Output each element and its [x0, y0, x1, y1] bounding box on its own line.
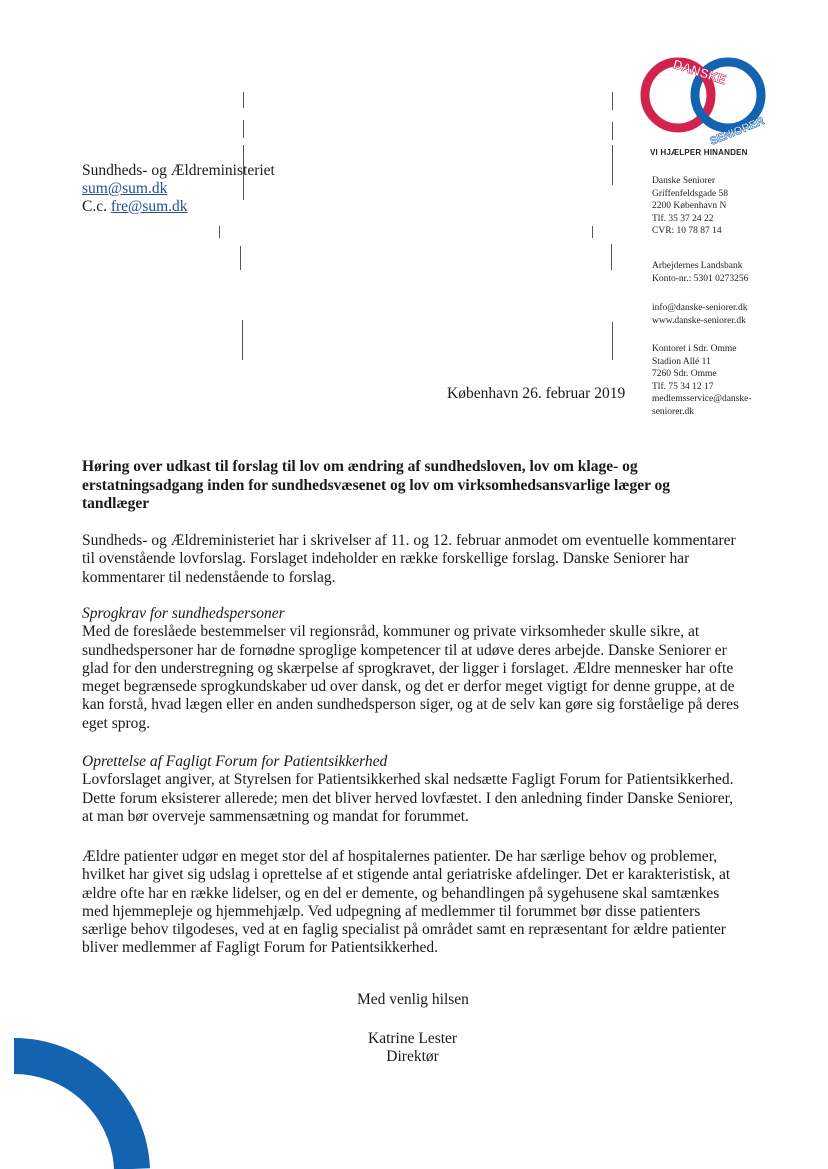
letter-heading: Høring over udkast til forslag til lov om ændring af sundhedsloven, lov om klage- og erstatningsadgang inden for sundhedsvæsenet og lov om virksomhedsansvarlige læger og tandlæger	[82, 458, 671, 512]
elderly-paragraph: Ældre patienter udgør en meget stor del af hospitalernes patienter. De har særlige behov og problemer, hvilket har givet sig udslag i oprettelse af et stigende antal geriatriske afdelinger. Det er karakteristisk, at ældre ofte har en række lidelser, og en del er demente, og behandlingen på sygehusene skal samtænkes med hjemmepleje og hjemmehjælp. Ved udpegning af medlemmer til forummet bør disse patienters særlige behov tilgodeses, ved at en faglig specialist på området samt en repræsentant for ældre patienter bliver medlemmer af Fagligt Forum for Patientsikkerhed.	[82, 848, 731, 957]
logo-text-top: DANSKE	[671, 56, 728, 88]
sender-office	[652, 343, 752, 419]
cc-email-link[interactable]: fre@sum.dk	[110, 198, 188, 215]
recipient-email-link[interactable]: sum@sum.dk	[82, 180, 168, 197]
sender-website[interactable]: www.danske-seniorer.dk	[652, 315, 746, 326]
office-city: 7260 Sdr. Omme	[652, 369, 717, 380]
closing-greeting: Med venlig hilsen	[357, 991, 469, 1008]
signature-block	[368, 1030, 457, 1066]
signer-name: Katrine Lester	[368, 1030, 458, 1047]
sender-bank	[652, 260, 748, 285]
decorative-blue-arc	[0, 1020, 160, 1169]
section-fagligt-forum	[82, 753, 742, 826]
office-email-line1[interactable]: medlemsservice@danske-	[652, 394, 752, 405]
sender-email[interactable]: info@danske-seniorer.dk	[652, 303, 748, 313]
sender-web	[652, 302, 748, 327]
sender-city: 2200 København N	[652, 201, 727, 212]
sender-address	[652, 175, 728, 238]
cc-label: C.c.	[82, 198, 107, 215]
office-street: Stadion Allé 11	[652, 356, 711, 367]
signer-title: Direktør	[386, 1048, 439, 1065]
sender-street: Griffenfeldsgade 58	[652, 188, 729, 199]
section-fagligt-forum-title: Oprettelse af Fagligt Forum for Patientsikkerhed	[82, 753, 388, 770]
logo-tagline: VI HJÆLPER HINANDEN	[650, 148, 748, 157]
section-sprogkrav-body: Med de foreslåede bestemmelser vil regionsråd, kommuner og private virksomheder skulle sikre, at sundhedspersoner har de fornødne sproglige kompetencer til at udøve deres arbejde. Danske Seniorer er glad for den understregning og skærpelse af sprogkravet, der ligger i forslaget. Ældre mennesker har ofte meget begrænsede sprogkundskaber ud over dansk, og det er derfor meget vigtigt for denne gruppe, at de kan forstå, hvad lægen eller en anden sundhedsperson siger, og at de selv kan gøre sig forståelige på deres eget sprog.	[82, 623, 740, 732]
danske-seniorer-logo	[636, 52, 768, 148]
section-sprogkrav-title: Sprogkrav for sundhedspersoner	[82, 605, 285, 622]
section-fagligt-forum-body: Lovforslaget angiver, at Styrelsen for Patientsikkerhed skal nedsætte Fagligt Forum for Patientsikkerhed. Dette forum eksisterer allerede; men det bliver herved lovfæstet. I den anledning finder Danske Seniorer, at man bør overveje sammensætning og mandat for forummet.	[82, 771, 734, 825]
recipient-block	[82, 162, 275, 216]
sender-org: Danske Seniorer	[652, 176, 716, 186]
bank-account: Konto-nr.: 5301 0273256	[652, 273, 749, 284]
office-email-line2[interactable]: seniorer.dk	[652, 406, 694, 417]
intro-paragraph: Sundheds- og Ældreministeriet har i skrivelser af 11. og 12. februar anmodet om eventuelle kommentarer til ovenstående lovforslag. Forslaget indeholder en række forskellige forslag. Danske Seniorer har kommentarer til nedenstående to forslag.	[82, 532, 736, 586]
recipient-name: Sundheds- og Ældreministeriet	[82, 162, 275, 179]
office-phone: Tlf. 75 34 12 17	[652, 381, 714, 392]
logo-text-bottom: SENIORER	[708, 115, 767, 148]
sender-phone: Tlf. 35 37 24 22	[652, 213, 714, 224]
sender-cvr: CVR: 10 78 87 14	[652, 226, 722, 237]
section-sprogkrav	[82, 605, 742, 733]
bank-name: Arbejdernes Landsbank	[652, 261, 743, 271]
letter-date: København 26. februar 2019	[447, 385, 626, 402]
office-name: Kontoret i Sdr. Omme	[652, 344, 737, 354]
